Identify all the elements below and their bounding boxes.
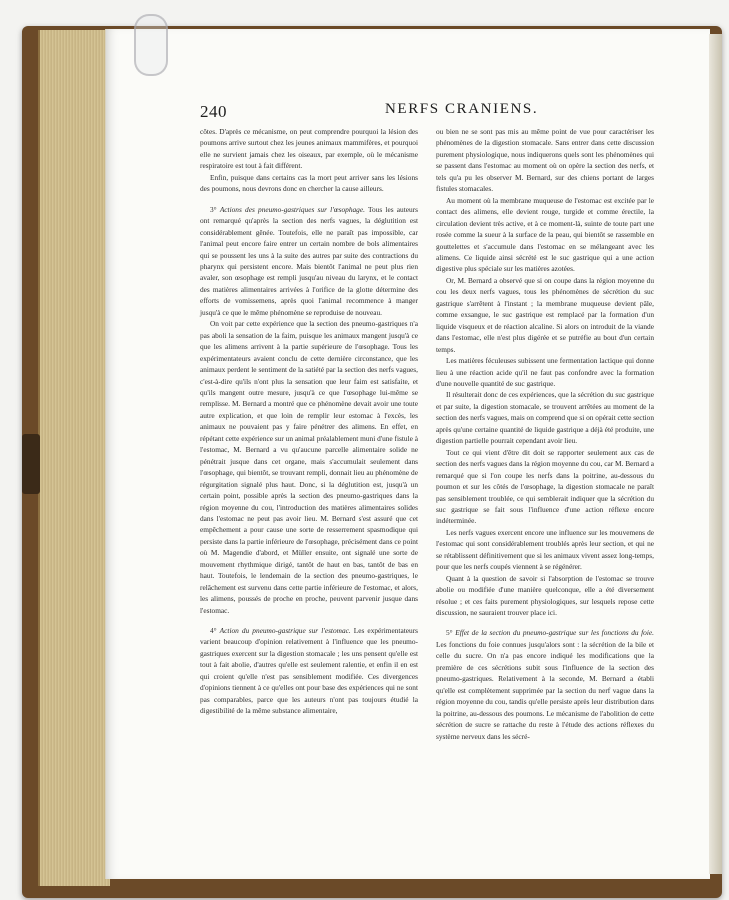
paragraph — [436, 275, 654, 355]
paragraph — [436, 527, 654, 573]
paragraph — [436, 573, 654, 619]
paragraph-text: Quant à la question de savoir si l'absorption de l'estomac se trouve abolie ou modifiée d'une manière quelconque, elle a été diversement résolue ; et ces faits purement physiologiques, sur lesquels repose cette discussion, ne sauraient trouver place ici. — [436, 573, 654, 618]
paragraph — [436, 447, 654, 527]
paragraph — [200, 625, 418, 717]
section-title: Actions des pneumo-gastriques sur l'œsophage. — [219, 204, 365, 214]
section-number: 4° — [210, 626, 220, 636]
paragraph-text: Les expérimentateurs varient beaucoup d'opinion relativement à l'influence que les pneumo-gastriques exercent sur la digestion stomacale ; les uns pensent qu'elle est tout à fait abolie, d'autres qu'elle est seulement ralentie, et enfin il en est qui croient qu'elle n'est pas sensiblement modifiée. Ces divergences d'opinions tiennent à ce qu'elles ont pour base des expériences qui ne sont pas comparables, parce que les auteurs n'ont pas toujours étudié la digestibilité de la même substance alimentaire, — [200, 626, 418, 716]
left-column — [200, 126, 418, 717]
section-title: Action du pneumo-gastrique sur l'estomac. — [219, 626, 351, 636]
paragraph-text: ou bien ne se sont pas mis au même point de vue pour caractériser les phénomènes de la digestion stomacale. Sans entrer dans cette discussion purement physiologique, nous indiquerons quels sont les phénomènes qui se passent dans l'estomac au moment où on opère la section des nerfs, et tels qu'a pu les observer M. Bernard, sur des chiens portant de larges fistules stomacales. — [436, 127, 654, 194]
page-edges — [38, 30, 110, 886]
paragraph — [436, 126, 654, 195]
paragraph-text: Les nerfs vagues exercent encore une influence sur les mouvemens de l'estomac qui sont considérablement troublés après leur section, et qui ne se rétablissent définitivement que si les animaux vivent assez long-temps, pour que les nerfs coupés viennent à se régénérer. — [436, 527, 654, 572]
page-number: 240 — [200, 102, 227, 121]
paragraph-text: On voit par cette expérience que la section des pneumo-gastriques n'a pas aboli la sensation de la faim, puisque les animaux mangent jusqu'à ce que les alimens arrivent à la partie supérieure de l'œsophage. Tous les expérimentateurs avaient conclu de cette dernière circonstance, que les animaux perdent le sentiment de la satiété par la section des nerfs vagues, c'est-à-dire qu'ils n'ont plus la sensation que leur faim est satisfaite, et qu'ils mangent outre mesure, jusqu'à ce que l'œsophage lui-même se remplisse. M. Bernard a montré que ce phénomène devait avoir une toute autre explication, et que loin de remplir leur estomac à l'excès, les animaux ne pouvaient pas y faire pénétrer des alimens. En effet, en répétant cette expérience sur un animal préalablement muni d'une fistule à l'estomac, M. Bernard a vu qu'aucune parcelle alimentaire solide ne pénétrait jusque dans cet organe, mais s'accumulait seulement dans l'œsophage, qui bientôt, se trouvant rempli, donnait lieu au phénomène de régurgitation signalé plus haut. Donc, si la déglutition est, jusqu'à un certain point, possible après la section des pneumo-gastriques dans la région moyenne du cou, l'introduction des matières alimentaires solides dans l'estomac ne peut pas avoir lieu. M. Bernard s'est assuré que cet empêchement a pour cause une sorte de resserrement spasmodique qui persiste dans la partie inférieure de l'œsophage, précisément dans ce point où M. Magendie d'abord, et Müller ensuite, ont signalé une sorte de mouvement rhythmique dirigé, tantôt de haut en bas, tantôt de bas en haut. Toutefois, le lendemain de la section des pneumo-gastriques, le relâchement est survenu dans cette partie inférieure de l'estomac, et alors, les alimens, poussés de proche en proche, peuvent parvenir jusque dans l'estomac. — [200, 319, 418, 615]
running-head — [200, 100, 700, 122]
paragraph — [200, 318, 418, 616]
header-title: NERFS CRANIENS. — [385, 101, 539, 117]
paragraph — [200, 204, 418, 319]
paragraph-text: Au moment où la membrane muqueuse de l'estomac est excitée par le contact des alimens, elle devient rouge, turgide et comme érectile, la circulation devient très active, et à ce moment-là, suinte de toute part une rosée comme la sueur à la surface de la peau, qui bientôt se rassemble en gouttelettes et s'accumule dans l'estomac en se mélangeant avec les alimens. Ce liquide ainsi sécrété est le suc gastrique qui a une action digestive plus spéciale sur les matières azotées. — [436, 195, 654, 274]
paragraph — [436, 355, 654, 389]
paragraph-text: Tous les auteurs ont remarqué qu'après la section des nerfs vagues, la déglutition est considérablement gênée. Toutefois, elle ne paraît pas impossible, car l'animal peut encore faire entrer un certain nombre de bols alimentaires qui se poussent les uns à la suite des autres par suite des contractions du pharynx qui persistent encore. Mais bientôt l'animal ne peut plus rien avaler, son œsophage est rempli jusqu'au niveau du larynx, et le contact des matières alimentaires arrivées à l'orifice de la glotte détermine des efforts de vomissemens, après quoi l'animal recommence à manger jusqu'à ce que le même phénomène se reproduise de nouveau. — [200, 204, 418, 317]
facing-page-edge — [709, 34, 722, 874]
paragraph-text: Tout ce qui vient d'être dit doit se rapporter seulement aux cas de section des nerfs vagues dans la région moyenne du cou, car M. Bernard a remarqué que si l'on coupe les nerfs dans la poitrine, au-dessous du poumon et sur les côtés de l'œsophage, la digestion stomacale ne paraît pas sensiblement troublée, ce qui semblerait indiquer que la sécrétion du suc gastrique se fait sous l'influence d'une action réflexe encore indéterminée. — [436, 447, 654, 526]
paragraph — [200, 172, 418, 195]
paragraph-text: Les fonctions du foie connues jusqu'alors sont : la sécrétion de la bile et celle du sucre. On n'a pas encore indiqué les modifications que la première de ces sécrétions subit sous l'influence de la section des pneumo-gastriques. Relativement à la seconde, M. Bernard a établi qu'elle est complètement supprimée par la section du nerf vague dans la région moyenne du cou, tandis qu'elle persiste après leur distribution dans la poitrine, au-dessous des poumons. Le mécanisme de l'abolition de cette sécrétion de sucre se rattache du reste à l'étude des actions réflexes du système nerveux dans les sécré- — [436, 639, 654, 741]
section-number: 5° — [446, 628, 456, 638]
paragraph-text: Il résulterait donc de ces expériences, que la sécrétion du suc gastrique et par suite, la digestion stomacale, se trouvent arrêtées au moment de la section des nerfs vagues, mais on comprend que si on opérait cette section après qu'une certaine quantité de liquide gastrique a déjà été produite, une digestion partielle pourrait cependant avoir lieu. — [436, 390, 655, 446]
paragraph — [200, 126, 418, 172]
paragraph-text: côtes. D'après ce mécanisme, on peut comprendre pourquoi la lésion des poumons arrive surtout chez les jeunes animaux mammifères, et pourquoi elle ne survient jamais chez les oiseaux, par exemple, où le mécanisme respiratoire est tout à fait différent. — [200, 127, 418, 171]
paragraph-text: Les matières féculeuses subissent une fermentation lactique qui donne lieu à une réaction acide qu'il ne faut pas confondre avec la formation d'une nouvelle quantité de suc gastrique. — [436, 356, 654, 388]
binding-clasp — [22, 434, 40, 494]
right-column — [436, 126, 654, 742]
section-number: 3° — [210, 204, 220, 214]
paragraph — [436, 627, 654, 742]
paper-clip-icon — [134, 14, 168, 76]
paragraph — [436, 389, 654, 446]
paragraph — [436, 195, 654, 275]
paragraph-text: Or, M. Bernard a observé que si on coupe dans la région moyenne du cou les deux nerfs vagues, tous les phénomènes de sécrétion du suc gastrique s'arrêtent à l'instant ; la membrane muqueuse devient pâle, comme exsangue, le suc gastrique est remplacé par la formation d'un liquide visqueux et de réaction alcaline. Si alors on introduit de la viande dans l'estomac, elle n'est plus digérée et se putréfie au bout d'un certain temps. — [436, 275, 654, 354]
section-title: Effet de la section du pneumo-gastrique sur les fonctions du foie. — [455, 628, 654, 638]
paragraph-text: Enfin, puisque dans certains cas la mort peut arriver sans les lésions des poumons, nous devrons donc en chercher la cause ailleurs. — [200, 172, 418, 194]
